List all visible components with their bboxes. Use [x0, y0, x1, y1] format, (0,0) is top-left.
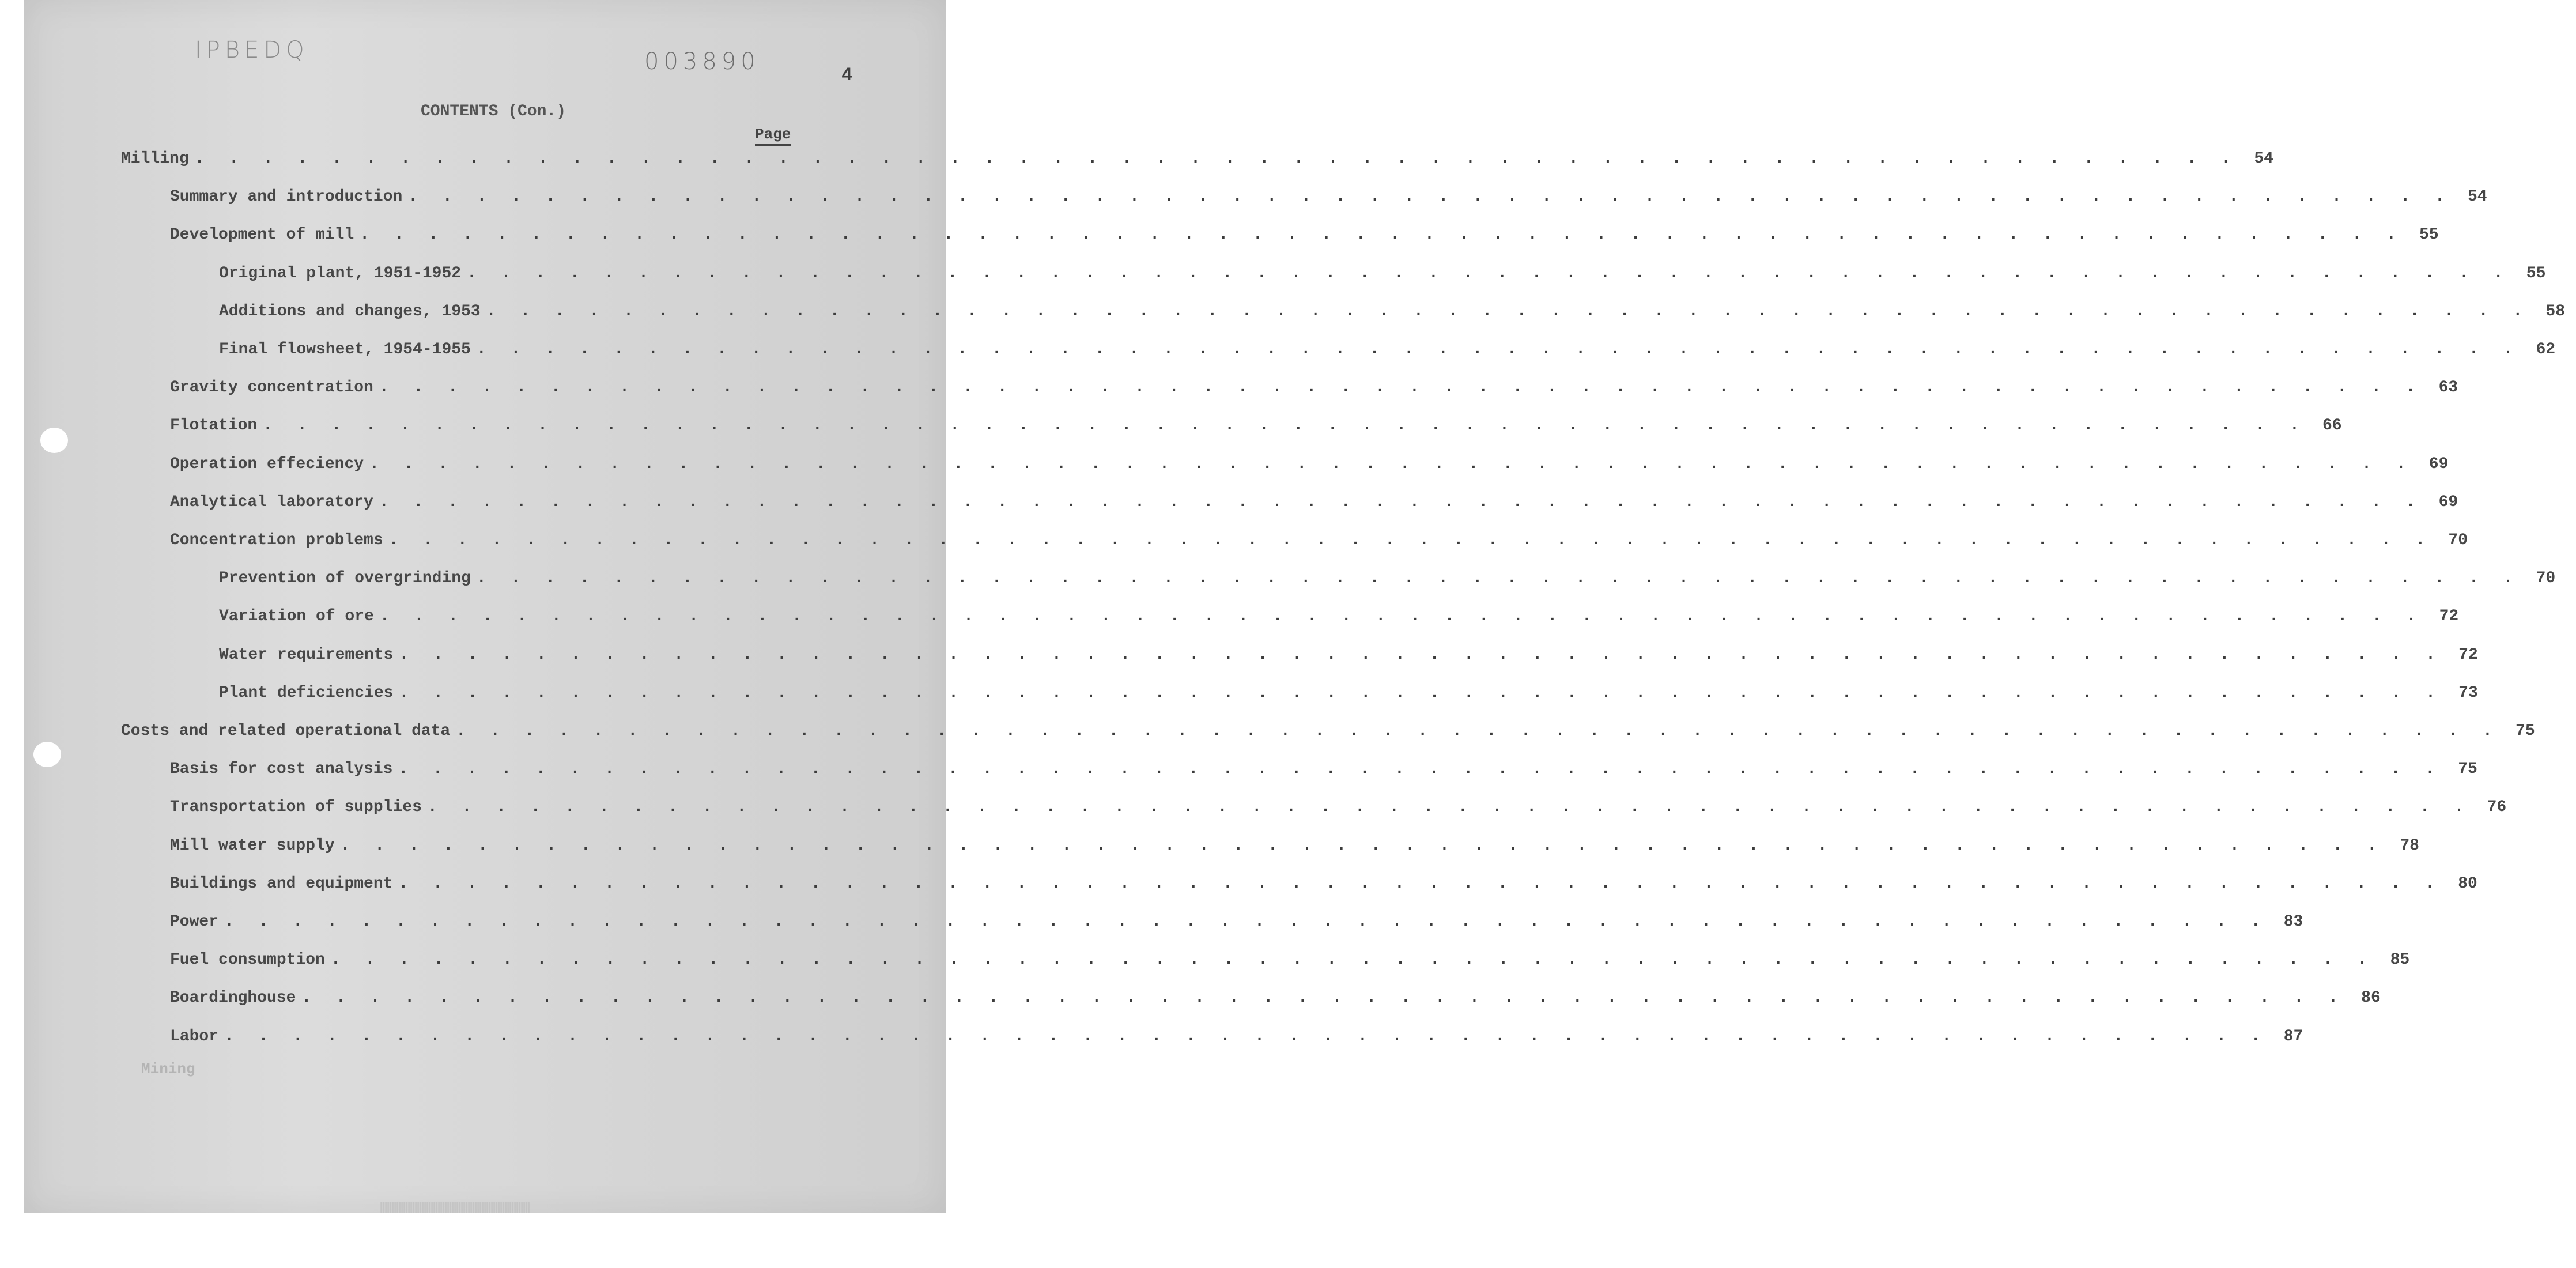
toc-dot-leader: . . . . . . . . . . . . . . . . . . . . . . . . . . . . . . . . . . . . . . . . . . . . . . . . . . . . . . . . . . . .	[486, 303, 2530, 320]
toc-entry-page: 72	[2458, 646, 2478, 664]
toc-dot-leader: . . . . . . . . . . . . . . . . . . . . . . . . . . . . . . . . . . . . . . . . . . . . . . . . . . . . . . . . . . . .	[399, 684, 2443, 702]
toc-entry-page: 55	[2526, 265, 2546, 282]
toc-dot-leader: . . . . . . . . . . . . . . . . . . . . . . . . . . . . . . . . . . . . . . . . . . . . . . . . . . . . . . . . . . . .	[194, 150, 2239, 168]
toc-entry	[170, 913, 2303, 936]
page-column-header: Page	[755, 126, 791, 146]
toc-entry-page: 62	[2536, 341, 2556, 358]
toc-entry	[170, 493, 2458, 516]
toc-entry	[170, 989, 2381, 1012]
toc-entry-page: 80	[2458, 875, 2477, 893]
toc-entry-label: Variation of ore	[219, 607, 374, 625]
toc-entry-page: 73	[2458, 684, 2478, 702]
toc-entry-page: 55	[2419, 226, 2439, 244]
toc-dot-leader: . . . . . . . . . . . . . . . . . . . . . . . . . . . . . . . . . . . . . . . . . . . . . . . . . . . . . . . . . . . .	[224, 1028, 2268, 1046]
toc-dot-leader: . . . . . . . . . . . . . . . . . . . . . . . . . . . . . . . . . . . . . . . . . . . . . . . . . . . . . . . . . . . .	[476, 569, 2521, 587]
toc-entry-label: Basis for cost analysis	[170, 760, 393, 778]
toc-entry-page: 58	[2545, 303, 2566, 320]
toc-entry-label: Costs and related operational data	[121, 722, 451, 740]
toc-dot-leader: . . . . . . . . . . . . . . . . . . . . . . . . . . . . . . . . . . . . . . . . . . . . . . . . . . . . . . . . . . . .	[330, 951, 2375, 969]
toc-dot-leader: . . . . . . . . . . . . . . . . . . . . . . . . . . . . . . . . . . . . . . . . . . . . . . . . . . . . . . . . . . . .	[408, 188, 2452, 206]
toc-entry-page: 70	[2536, 569, 2556, 587]
toc-entry	[170, 951, 2410, 974]
document-stamp-left: IPBEDQ	[195, 37, 309, 63]
toc-entry	[219, 569, 2556, 593]
toc-dot-leader: . . . . . . . . . . . . . . . . . . . . . . . . . . . . . . . . . . . . . . . . . . . . . . . . . . . . . . . . . . . .	[398, 875, 2442, 893]
toc-entry-label: Analytical laboratory	[170, 493, 373, 511]
toc-entry	[219, 303, 2566, 326]
toc-entry	[170, 188, 2487, 211]
toc-entry-page: 70	[2448, 531, 2468, 549]
toc-entry-page: 83	[2283, 913, 2303, 931]
toc-dot-leader: . . . . . . . . . . . . . . . . . . . . . . . . . . . . . . . . . . . . . . . . . . . . . . . . . . . . . . . . . . . .	[427, 798, 2472, 816]
toc-entry-page: 85	[2390, 951, 2410, 969]
toc-dot-leader: . . . . . . . . . . . . . . . . . . . . . . . . . . . . . . . . . . . . . . . . . . . . . . . . . . . . . . . . . . . .	[379, 607, 2424, 625]
toc-entry-label: Operation effeciency	[170, 455, 364, 473]
toc-entry	[219, 607, 2459, 631]
toc-entry-page: 54	[2467, 188, 2487, 206]
toc-entry-label: Prevention of overgrinding	[219, 569, 471, 587]
toc-dot-leader: . . . . . . . . . . . . . . . . . . . . . . . . . . . . . . . . . . . . . . . . . . . . . . . . . . . . . . . . . . . .	[379, 379, 2423, 397]
toc-entry-label: Fuel consumption	[170, 951, 325, 969]
toc-entry-label: Labor	[170, 1028, 219, 1046]
toc-entry-page: 63	[2438, 379, 2458, 397]
toc-entry	[170, 226, 2439, 249]
toc-entry-label: Summary and introduction	[170, 188, 403, 206]
toc-entry-page: 87	[2283, 1028, 2303, 1046]
toc-entry-page: 69	[2428, 455, 2449, 473]
toc-entry-page: 69	[2438, 493, 2458, 511]
toc-dot-leader: . . . . . . . . . . . . . . . . . . . . . . . . . . . . . . . . . . . . . . . . . . . . . . . . . . . . . . . . . . . .	[263, 417, 2307, 435]
toc-entry	[170, 798, 2507, 821]
toc-entry-label: Water requirements	[219, 646, 394, 664]
toc-entry-label: Transportation of supplies	[170, 798, 422, 816]
toc-dot-leader: . . . . . . . . . . . . . . . . . . . . . . . . . . . . . . . . . . . . . . . . . . . . . . . . . . . . . . . . . . . .	[379, 493, 2423, 511]
toc-entry-label: Development of mill	[170, 226, 354, 244]
toc-entry	[170, 837, 2419, 860]
toc-entry	[121, 722, 2535, 745]
page-number: 4	[841, 65, 853, 86]
toc-entry-page: 78	[2400, 837, 2419, 855]
toc-entry	[170, 417, 2342, 440]
toc-entry	[219, 341, 2556, 364]
toc-dot-leader: . . . . . . . . . . . . . . . . . . . . . . . . . . . . . . . . . . . . . . . . . . . . . . . . . . . . . . . . . . . .	[224, 913, 2268, 931]
toc-entry	[219, 646, 2478, 669]
toc-entry-label: Plant deficiencies	[219, 684, 394, 702]
toc-dot-leader: . . . . . . . . . . . . . . . . . . . . . . . . . . . . . . . . . . . . . . . . . . . . . . . . . . . . . . . . . . . .	[476, 341, 2521, 358]
toc-entry-label: Concentration problems	[170, 531, 383, 549]
toc-entry	[170, 379, 2458, 402]
toc-entry-page: 54	[2254, 150, 2273, 168]
toc-entry-page: 86	[2361, 989, 2381, 1007]
document-stamp-right: 003890	[644, 48, 760, 75]
toc-entry	[170, 531, 2468, 554]
toc-dot-leader: . . . . . . . . . . . . . . . . . . . . . . . . . . . . . . . . . . . . . . . . . . . . . . . . . . . . . . . . . . . .	[360, 226, 2404, 244]
page-title: CONTENTS (Con.)	[421, 103, 566, 120]
toc-entry-label: Additions and changes, 1953	[219, 303, 481, 320]
toc-dot-leader: . . . . . . . . . . . . . . . . . . . . . . . . . . . . . . . . . . . . . . . . . . . . . . . . . . . . . . . . . . . .	[399, 646, 2443, 664]
toc-entry-page: 72	[2439, 607, 2459, 625]
toc-entry-page: 66	[2322, 417, 2342, 435]
toc-entry	[219, 265, 2546, 288]
faint-footer-text: Mining	[141, 1061, 195, 1078]
toc-entry-label: Boardinghouse	[170, 989, 296, 1007]
toc-entry-label: Milling	[121, 150, 189, 168]
toc-entry-label: Flotation	[170, 417, 258, 435]
toc-entry-label: Original plant, 1951-1952	[219, 265, 462, 282]
toc-entry	[170, 455, 2449, 478]
toc-dot-leader: . . . . . . . . . . . . . . . . . . . . . . . . . . . . . . . . . . . . . . . . . . . . . . . . . . . . . . . . . . . .	[467, 265, 2511, 282]
toc-dot-leader: . . . . . . . . . . . . . . . . . . . . . . . . . . . . . . . . . . . . . . . . . . . . . . . . . . . . . . . . . . . .	[456, 722, 2500, 740]
toc-entry-label: Mill water supply	[170, 837, 335, 855]
toc-dot-leader: . . . . . . . . . . . . . . . . . . . . . . . . . . . . . . . . . . . . . . . . . . . . . . . . . . . . . . . . . . . .	[340, 837, 2385, 855]
toc-entry	[121, 150, 2273, 173]
toc-entry	[170, 1028, 2303, 1051]
toc-dot-leader: . . . . . . . . . . . . . . . . . . . . . . . . . . . . . . . . . . . . . . . . . . . . . . . . . . . . . . . . . . . .	[301, 989, 2345, 1007]
toc-entry-label: Gravity concentration	[170, 379, 373, 397]
toc-dot-leader: . . . . . . . . . . . . . . . . . . . . . . . . . . . . . . . . . . . . . . . . . . . . . . . . . . . . . . . . . . . .	[388, 531, 2433, 549]
toc-entry	[170, 760, 2477, 783]
toc-entry-page: 75	[2515, 722, 2535, 740]
toc-entry-label: Buildings and equipment	[170, 875, 393, 893]
toc-entry	[219, 684, 2478, 707]
toc-dot-leader: . . . . . . . . . . . . . . . . . . . . . . . . . . . . . . . . . . . . . . . . . . . . . . . . . . . . . . . . . . . .	[398, 760, 2442, 778]
toc-entry-label: Power	[170, 913, 219, 931]
toc-entry-page: 76	[2487, 798, 2507, 816]
toc-entry-label: Final flowsheet, 1954-1955	[219, 341, 471, 358]
toc-entry	[170, 875, 2477, 898]
toc-entry-page: 75	[2458, 760, 2477, 778]
toc-dot-leader: . . . . . . . . . . . . . . . . . . . . . . . . . . . . . . . . . . . . . . . . . . . . . . . . . . . . . . . . . . . .	[369, 455, 2413, 473]
